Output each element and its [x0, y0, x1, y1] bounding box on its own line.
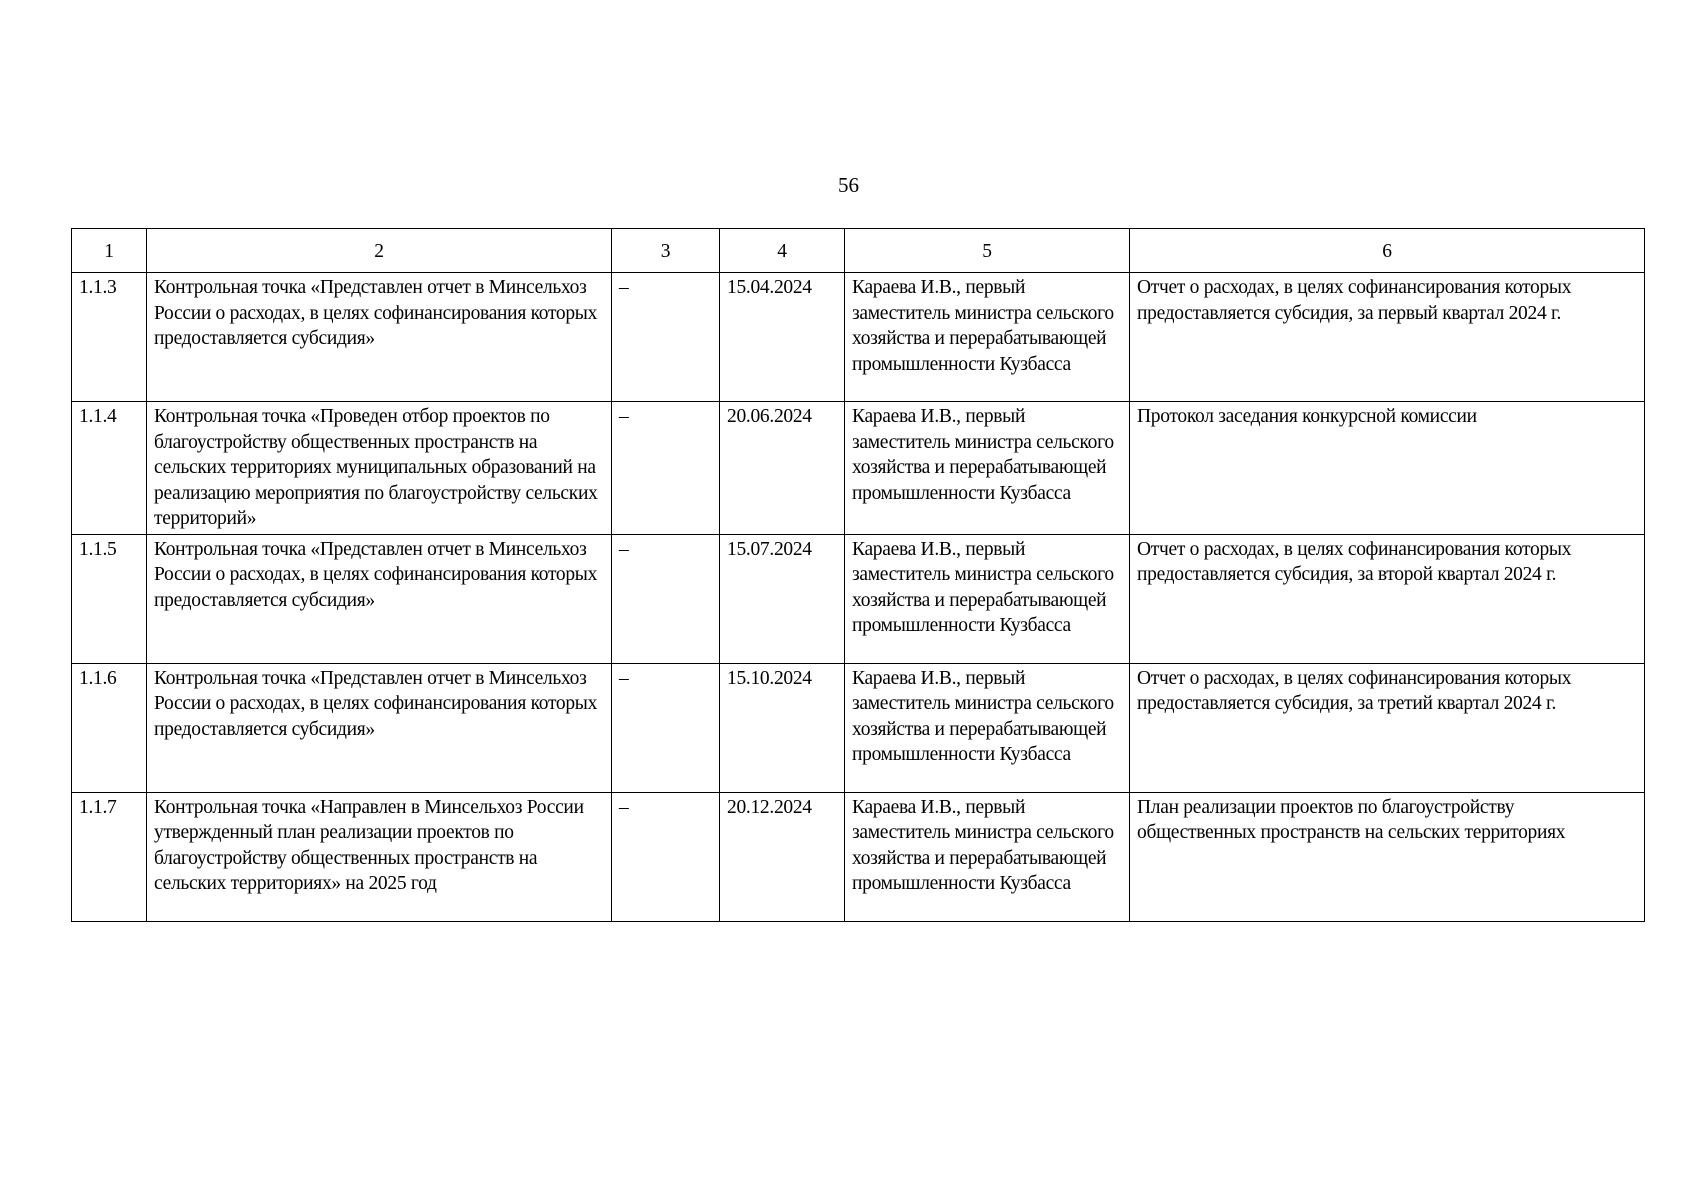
column-3-cell: –: [612, 534, 720, 663]
date-cell: 15.04.2024: [720, 273, 845, 402]
column-header-6: 6: [1130, 229, 1645, 273]
responsible-cell: Караева И.В., первый заместитель министра сельского хозяйства и перерабатывающей промышленности Кузбасса: [845, 402, 1130, 535]
header-row: [72, 229, 1645, 273]
event-cell: Контрольная точка «Представлен отчет в Минсельхоз России о расходах, в целях софинансирования которых предоставляется субсидия»: [147, 663, 612, 792]
responsible-cell: Караева И.В., первый заместитель министра сельского хозяйства и перерабатывающей промышленности Кузбасса: [845, 534, 1130, 663]
table-header: [72, 229, 1645, 273]
table-row: [72, 663, 1645, 792]
column-header-5: 5: [845, 229, 1130, 273]
date-cell: 15.07.2024: [720, 534, 845, 663]
result-cell: Протокол заседания конкурсной комиссии: [1130, 402, 1645, 535]
row-number: 1.1.6: [72, 663, 147, 792]
table-row: [72, 534, 1645, 663]
table-body: [72, 273, 1645, 922]
date-cell: 20.12.2024: [720, 792, 845, 921]
column-3-cell: –: [612, 663, 720, 792]
column-3-cell: –: [612, 273, 720, 402]
responsible-cell: Караева И.В., первый заместитель министра сельского хозяйства и перерабатывающей промышленности Кузбасса: [845, 792, 1130, 921]
result-cell: Отчет о расходах, в целях софинансирования которых предоставляется субсидия, за второй квартал 2024 г.: [1130, 534, 1645, 663]
result-cell: Отчет о расходах, в целях софинансирования которых предоставляется субсидия, за третий квартал 2024 г.: [1130, 663, 1645, 792]
result-cell: Отчет о расходах, в целях софинансирования которых предоставляется субсидия, за первый квартал 2024 г.: [1130, 273, 1645, 402]
row-number: 1.1.5: [72, 534, 147, 663]
responsible-cell: Караева И.В., первый заместитель министра сельского хозяйства и перерабатывающей промышленности Кузбасса: [845, 273, 1130, 402]
column-header-3: 3: [612, 229, 720, 273]
column-3-cell: –: [612, 792, 720, 921]
row-number: 1.1.3: [72, 273, 147, 402]
row-number: 1.1.7: [72, 792, 147, 921]
table-row: [72, 273, 1645, 402]
page-number: 56: [838, 173, 859, 197]
column-3-cell: –: [612, 402, 720, 535]
date-cell: 20.06.2024: [720, 402, 845, 535]
table-row: [72, 792, 1645, 921]
table-row: [72, 402, 1645, 535]
row-number: 1.1.4: [72, 402, 147, 535]
column-header-4: 4: [720, 229, 845, 273]
column-header-2: 2: [147, 229, 612, 273]
column-header-1: 1: [72, 229, 147, 273]
result-cell: План реализации проектов по благоустройству общественных пространств на сельских территориях: [1130, 792, 1645, 921]
event-cell: Контрольная точка «Направлен в Минсельхоз России утвержденный план реализации проектов по благоустройству общественных пространств на сельских территориях» на 2025 год: [147, 792, 612, 921]
event-cell: Контрольная точка «Представлен отчет в Минсельхоз России о расходах, в целях софинансирования которых предоставляется субсидия»: [147, 273, 612, 402]
plan-table: [71, 228, 1645, 922]
event-cell: Контрольная точка «Представлен отчет в Минсельхоз России о расходах, в целях софинансирования которых предоставляется субсидия»: [147, 534, 612, 663]
event-cell: Контрольная точка «Проведен отбор проектов по благоустройству общественных пространств на сельских территориях муниципальных образований на реализацию мероприятия по благоустройству сельских территорий»: [147, 402, 612, 535]
date-cell: 15.10.2024: [720, 663, 845, 792]
responsible-cell: Караева И.В., первый заместитель министра сельского хозяйства и перерабатывающей промышленности Кузбасса: [845, 663, 1130, 792]
